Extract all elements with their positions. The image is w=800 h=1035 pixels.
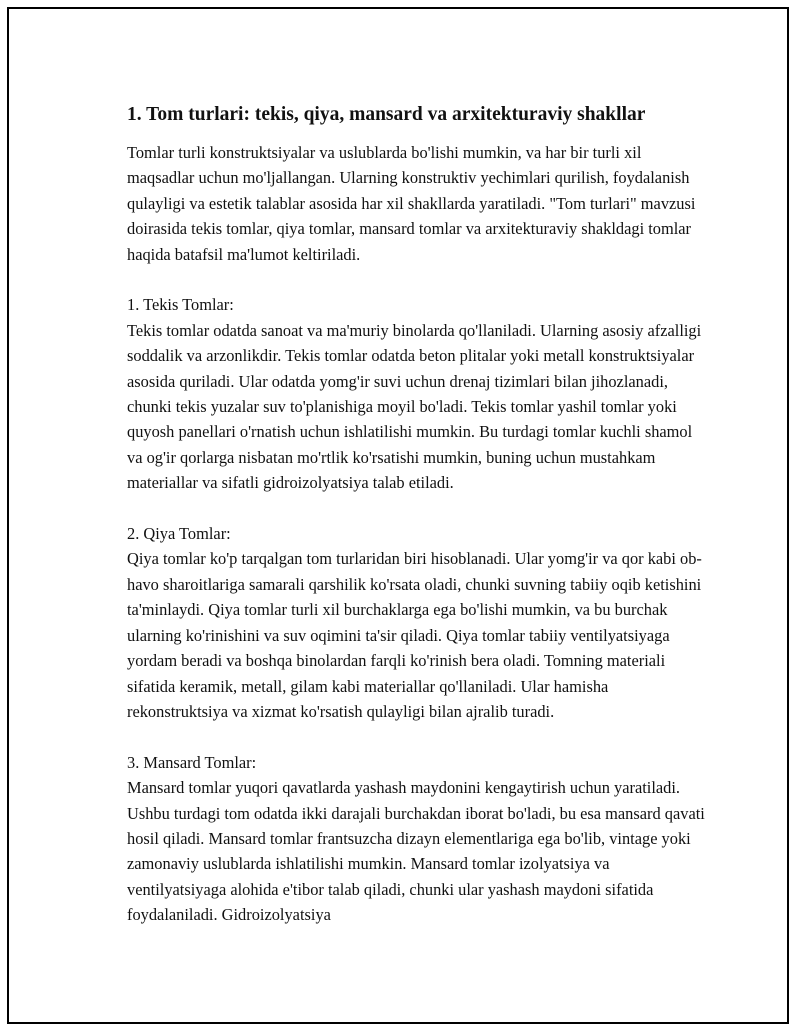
- paragraph-gap: [127, 496, 707, 521]
- intro-paragraph: Tomlar turli konstruktsiyalar va uslublarda bo'lishi mumkin, va har bir turli xil maqsadlar uchun mo'ljallangan. Ularning konstruktiv yechimlari qurilish, foydalanish qulayligi va estetik talablar asosida har xil shakllarda yaratiladi. "Tom turlari" mavzusi doirasida tekis tomlar, qiya tomlar, mansard tomlar va arxitekturaviy shakldagi tomlar haqida batafsil ma'lumot keltiriladi.: [127, 143, 696, 264]
- section-heading-flat-roofs: 1. Tekis Tomlar:: [127, 295, 234, 315]
- section-heading-pitched-roofs: 2. Qiya Tomlar:: [127, 524, 231, 544]
- section-body-flat-roofs: Tekis tomlar odatda sanoat va ma'muriy binolarda qo'llaniladi. Ularning asosiy afzalligi soddalik va arzonlikdir. Tekis tomlar odatda beton plitalar yoki metall konstruktsiyalar asosida quriladi. Ular odatda yomg'ir suvi uchun drenaj tizimlari bilan jihozlanadi, chunki tekis yuzalar suv to'planishiga moyil bo'ladi. Tekis tomlar yashil tomlar yoki quyosh panellari o'rnatish uchun ishlatilishi mumkin. Bu turdagi tomlar kuchli shamol va og'ir qorlarga nisbatan mo'rtlik ko'rsatishi mumkin, buning uchun mustahkam materiallar va sifatli gidroizolyatsiya talab etiladi.: [127, 320, 702, 493]
- section-heading-mansard-roofs: 3. Mansard Tomlar:: [127, 752, 257, 772]
- section-body-pitched-roofs: Qiya tomlar ko'p tarqalgan tom turlaridan biri hisoblanadi. Ular yomg'ir va qor kabi ob-havo sharoitlariga samarali qarshilik ko'rsata oladi, chunki suvning tabiiy oqib ketishini ta'minlaydi. Qiya tomlar turli xil burchaklarga ega bo'lishi mumkin, va bu burchak ularning ko'rinishini va suv oqimini ta'sir qiladi. Qiya tomlar tabiiy ventilyatsiyaga yordam beradi va boshqa binolardan farqli ko'rinish bera oladi. Tomning materiali sifatida keramik, metall, gilam kabi materiallar qo'llaniladi. Ular hamisha rekonstruktsiya va xizmat ko'rsatish qulayligi bilan ajralib turadi.: [127, 549, 702, 721]
- document-body: [127, 101, 707, 928]
- paragraph-gap: [127, 267, 707, 292]
- section-body-mansard-roofs: Mansard tomlar yuqori qavatlarda yashash maydonini kengaytirish uchun yaratiladi. Ushbu turdagi tom odatda ikki darajali burchakdan iborat bo'ladi, bu esa mansard qavati hosil qiladi. Mansard tomlar frantsuzcha dizayn elementlariga ega bo'lib, vintage yoki zamonaviy uslublarda ishlatilishi mumkin. Mansard tomlar izolyatsiya va ventilyatsiyaga alohida e'tibor talab qiladi, chunki ular yashash maydoni sifatida foydalaniladi. Gidroizolyatsiya: [127, 778, 705, 925]
- paragraph-gap: [127, 724, 707, 749]
- page-frame: [7, 7, 789, 1024]
- document-title: 1. Tom turlari: tekis, qiya, mansard va arxitekturaviy shakllar: [127, 104, 646, 125]
